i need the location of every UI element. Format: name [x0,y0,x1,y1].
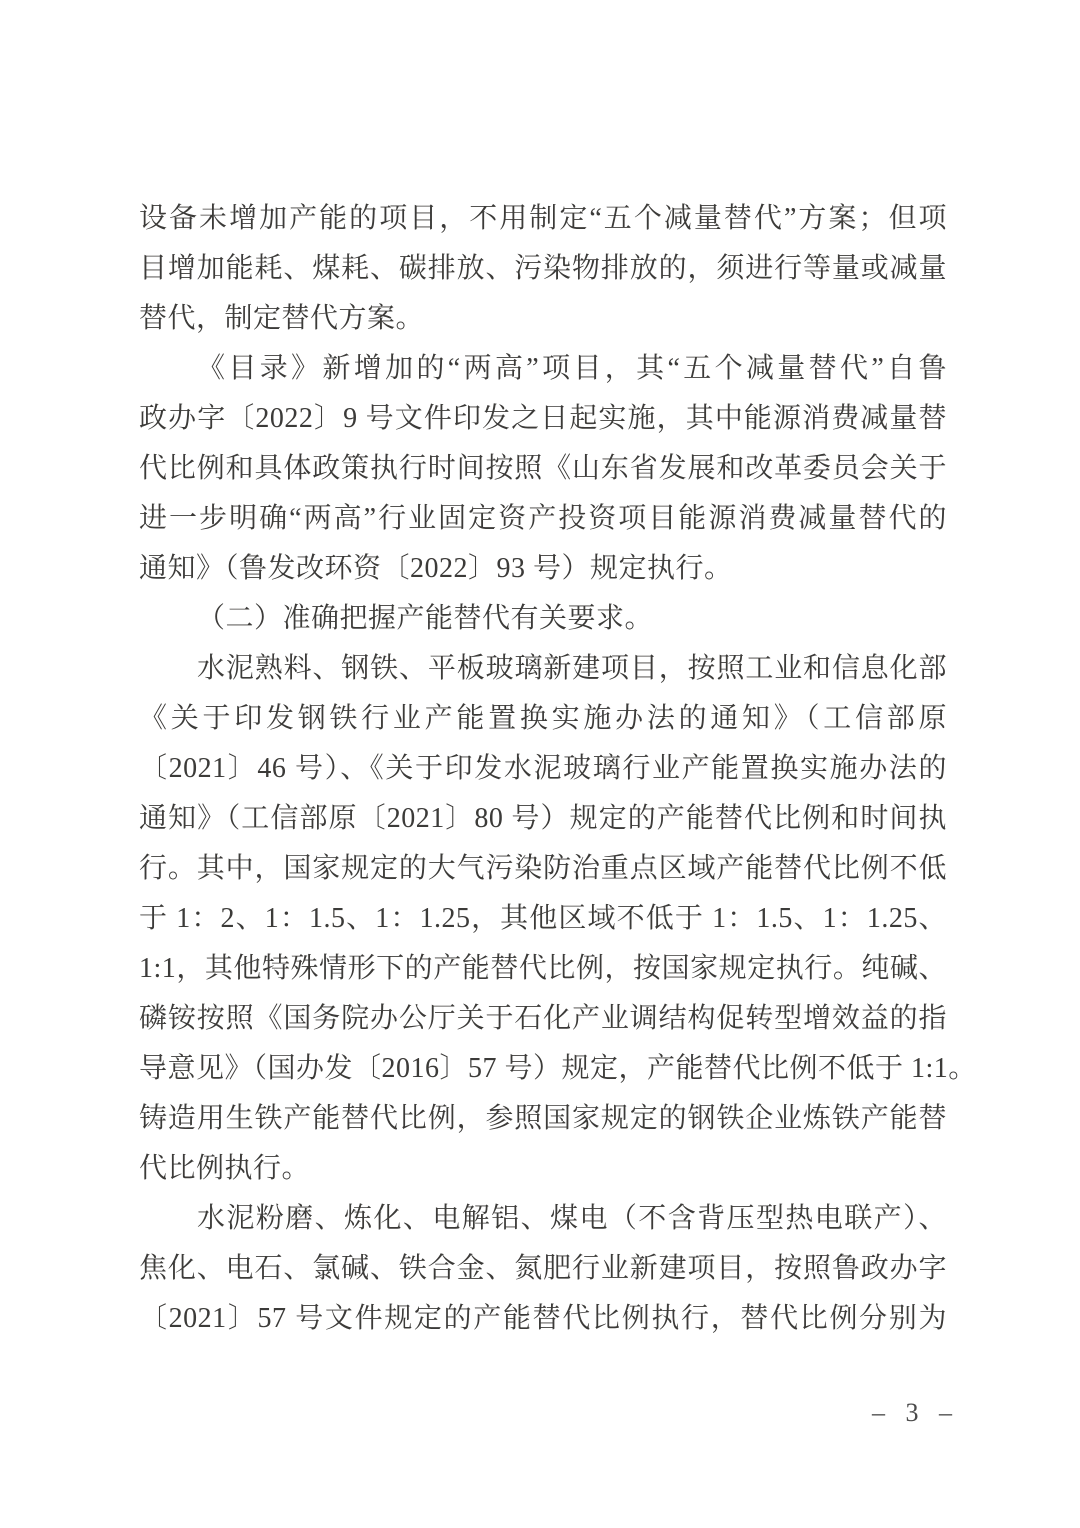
text-line: 通知》（工信部原〔2021〕80 号）规定的产能替代比例和时间执 [139,803,947,834]
text-line: 《关于印发钢铁行业产能置换实施办法的通知》（工信部原 [139,703,947,734]
text-line: 水泥粉磨、炼化、电解铝、煤电（不含背压型热电联产）、 [197,1203,947,1234]
text-line: 1:1，其他特殊情形下的产能替代比例，按国家规定执行。纯碱、 [139,953,947,984]
text-line: 通知》（鲁发改环资〔2022〕93 号）规定执行。 [139,553,733,584]
text-line: 〔2021〕57 号文件规定的产能替代比例执行，替代比例分别为 [139,1303,947,1334]
text-line: 政办字〔2022〕9 号文件印发之日起实施，其中能源消费减量替 [139,403,947,434]
text-line: 代比例执行。 [139,1153,311,1184]
text-line: 水泥熟料、钢铁、平板玻璃新建项目，按照工业和信息化部 [197,653,947,684]
text-line: 设备未增加产能的项目，不用制定“五个减量替代”方案；但项 [139,203,947,234]
text-line: 〔2021〕46 号）、《关于印发水泥玻璃行业产能置换实施办法的 [139,753,947,784]
text-line: 于 1：2、1：1.5、1：1.25，其他区域不低于 1：1.5、1：1.25、 [139,903,947,934]
text-line: 焦化、电石、氯碱、铁合金、氮肥行业新建项目，按照鲁政办字 [139,1253,947,1284]
section-heading: （二）准确把握产能替代有关要求。 [197,603,654,634]
text-line: 磷铵按照《国务院办公厅关于石化产业调结构促转型增效益的指 [139,1003,947,1034]
text-line: 目增加能耗、煤耗、碳排放、污染物排放的，须进行等量或减量 [139,253,947,284]
text-line: 导意见》（国办发〔2016〕57 号）规定，产能替代比例不低于 1:1。 [139,1053,977,1084]
text-line: 铸造用生铁产能替代比例，参照国家规定的钢铁企业炼铁产能替 [139,1103,947,1134]
page-number: – 3 – [872,1398,959,1427]
document-body [139,194,977,1344]
text-line: 《目录》新增加的“两高”项目，其“五个减量替代”自鲁 [197,353,947,384]
text-line: 进一步明确“两高”行业固定资产投资项目能源消费减量替代的 [139,503,947,534]
text-line: 代比例和具体政策执行时间按照《山东省发展和改革委员会关于 [139,453,947,484]
text-line: 行。其中，国家规定的大气污染防治重点区域产能替代比例不低 [139,853,947,884]
text-line: 替代，制定替代方案。 [139,303,425,334]
